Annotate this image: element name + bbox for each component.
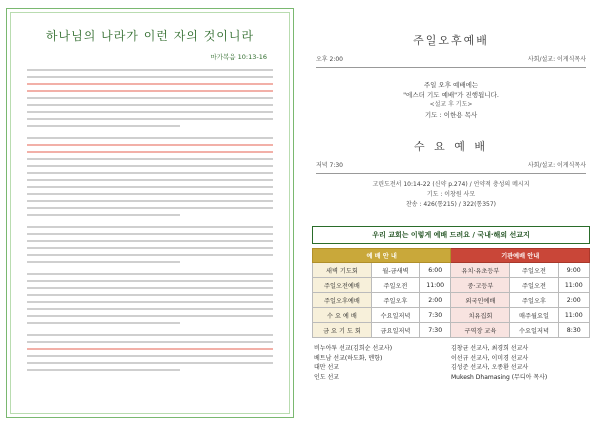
worship-cell: 8:30 [558,323,589,338]
sermon-text-line [27,90,273,92]
evening-info [306,180,596,210]
worship-cell: 금요일저녁 [371,323,419,338]
sermon-text-line [27,97,273,99]
mission-row [314,363,588,373]
sermon-text-line [27,179,273,181]
worship-cell: 6:00 [419,263,450,278]
mission-row [314,344,588,354]
evening-scripture: 고린도전서 10:14-22 (신약 p.274) / 언약적 충성의 메시지 [372,181,530,188]
worship-cell: 2:00 [419,293,450,308]
afternoon-intro: 주일 오후 예배에는 [423,81,479,89]
sermon-text-line [27,104,273,106]
evening-prayer: 기도 : 이창원 사모 [426,191,476,198]
worship-cell: 11:00 [558,308,589,323]
divider [316,173,586,174]
sermon-reference: 마가복음 10:13-16 [210,53,267,61]
worship-cell: 주일오전예배 [313,278,372,293]
sermon-text-line [27,273,273,275]
worship-cell: 수요일저녁 [371,308,419,323]
sermon-text-line [27,172,273,174]
sermon-text-line [27,200,273,202]
mission-row [314,354,588,364]
sermon-text-line [27,280,273,282]
worship-row [313,263,590,278]
worship-cell: 7:30 [419,323,450,338]
worship-cell: 주일오전 [510,278,558,293]
service-page [306,8,596,418]
worship-cell: 9:00 [558,263,589,278]
worship-cell: 중·고등부 [451,278,510,293]
sermon-text-line [27,76,273,78]
sermon-text-line [27,125,180,127]
mission-field: 대만 선교 [314,364,340,371]
sermon-text-line [27,151,273,153]
sermon-frame [10,12,290,414]
worship-cell: 7:30 [419,308,450,323]
divider [316,67,586,68]
sermon-text-line [27,137,273,139]
evening-time: 저녁 7:30 [316,162,343,169]
worship-cell: 주일오전 [371,278,419,293]
worship-row [313,293,590,308]
afternoon-title: 주일오후예배 [413,34,489,47]
mission-field: 베트남 선교(하도화, 멘항) [314,354,383,362]
worship-header-right: 기관예배 안내 [451,249,590,263]
worship-cell: 11:00 [419,278,450,293]
sermon-text-line [27,186,273,188]
worship-cell: 새벽 기도회 [313,263,372,278]
sermon-text-line [27,287,273,289]
sermon-text-line [27,158,273,160]
sermon-text-line [27,322,180,324]
sermon-text-line [27,254,273,256]
afternoon-leader: 사회/설교: 이게식목사 [527,56,586,63]
worship-row [313,278,590,293]
sermon-text-line [27,369,180,371]
worship-header-left: 예 배 안 내 [313,249,451,263]
worship-cell: 수요일저녁 [510,323,558,338]
sermon-text-line [27,226,273,228]
worship-cell: 외국인예배 [451,293,510,308]
mission-missionaries: 김성준 선교사, 오종환 선교사 [451,364,529,371]
sermon-text-line [27,334,273,336]
evening-leader: 사회/설교: 이게식목사 [527,162,586,169]
worship-cell: 주일오전 [510,263,558,278]
worship-cell: 2:00 [558,293,589,308]
worship-cell: 구역장 교육 [451,323,510,338]
afternoon-sub: <설교 후 기도> [429,101,473,108]
afternoon-prayer: 기도 : 이한용 목사 [424,111,478,119]
sermon-text-line [27,207,273,209]
evening-hymn: 찬송 : 426(통215) / 322(통357) [405,201,497,208]
sermon-text-line [27,118,273,120]
sermon-text-line [27,294,273,296]
sermon-text-line [27,348,273,350]
sermon-text-line [27,144,273,146]
sermon-text-line [27,341,273,343]
sermon-title: 하나님의 나라가 이런 자의 것이니라 [45,29,255,43]
mission-row [314,373,588,383]
afternoon-info [306,80,596,120]
worship-cell: 금 요 기 도 회 [313,323,372,338]
mission-missionaries: Mukesh Dhamasing (무디아 목사) [451,373,548,381]
sermon-text-line [27,355,273,357]
worship-cell: 주일오후 [371,293,419,308]
worship-banner: 우리 교회는 이렇게 예배 드려요 / 국내·해외 선교지 [312,226,590,244]
sermon-text-line [27,261,180,263]
afternoon-meta [316,54,586,63]
worship-cell: 주일오후 [510,293,558,308]
worship-table [312,248,590,338]
worship-cell: 매주월요일 [510,308,558,323]
sermon-text-line [27,193,273,195]
worship-cell: 치유집회 [451,308,510,323]
worship-cell: 11:00 [558,278,589,293]
evening-meta [316,160,586,169]
mission-field: 비누아투 선교(김희순 선교사) [314,345,393,352]
mission-missionaries: 김창균 선교사, 최경희 선교사 [451,345,529,352]
sermon-text-line [27,301,273,303]
worship-row [313,308,590,323]
worship-cell: 주일오후예배 [313,293,372,308]
worship-cell: 수 요 예 배 [313,308,372,323]
sermon-text-line [27,165,273,167]
sermon-text-line [27,111,273,113]
sermon-text-line [27,233,273,235]
sermon-text-line [27,362,273,364]
afternoon-time: 오후 2:00 [316,56,343,63]
sermon-text-line [27,315,273,317]
paragraph-gap [27,376,273,381]
sermon-page [6,8,294,418]
mission-missionaries: 이선규 선교사, 이미경 선교사 [451,354,529,362]
evening-title: 수 요 예 배 [414,140,488,153]
sermon-text-line [27,240,273,242]
worship-cell: 유치·유초등부 [451,263,510,278]
afternoon-program: "에스더 기도 예배"가 진행됩니다. [403,91,499,99]
sermon-text-line [27,214,180,216]
sermon-body [27,69,273,414]
sermon-text-line [27,69,273,71]
worship-row [313,323,590,338]
mission-field: 인도 선교 [314,373,340,381]
missions-list [314,344,588,382]
worship-cell: 월-금새벽 [371,263,419,278]
sermon-text-line [27,247,273,249]
sermon-text-line [27,308,273,310]
sermon-text-line [27,83,273,85]
